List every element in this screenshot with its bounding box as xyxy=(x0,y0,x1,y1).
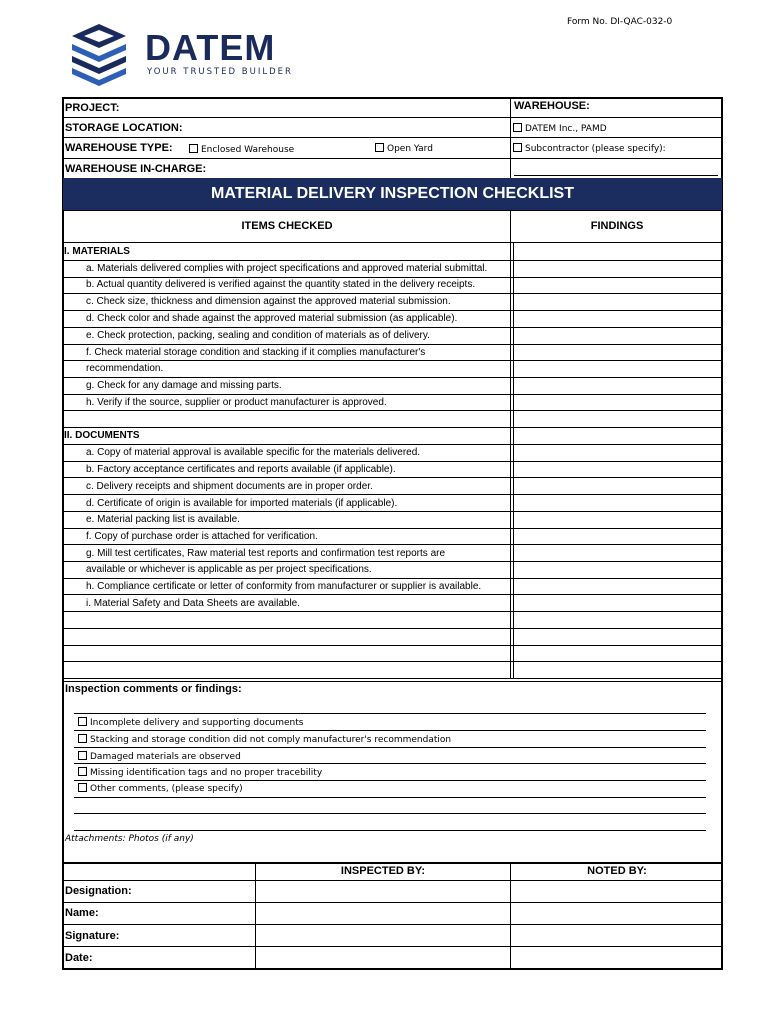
checkbox-icon[interactable] xyxy=(78,751,87,760)
warehouse-option-datem[interactable]: DATEM Inc., PAMD xyxy=(513,123,607,134)
grid-row-line xyxy=(62,645,723,646)
checkbox-icon[interactable] xyxy=(375,143,384,152)
items-checked-header: ITEMS CHECKED xyxy=(241,220,333,232)
warehouse-in-charge-label: WAREHOUSE IN-CHARGE: xyxy=(65,163,207,175)
list-item: available or whichever is applicable as per project specifications. xyxy=(86,564,372,575)
grid-row-line xyxy=(62,661,723,662)
list-item: e. Material packing list is available. xyxy=(86,514,240,525)
inspected-by-header: INSPECTED BY: xyxy=(340,865,426,877)
list-item: h. Verify if the source, supplier or product manufacturer is approved. xyxy=(86,397,387,408)
comment-option-stacking[interactable]: Stacking and storage condition did not comply manufacturer's recommendation xyxy=(78,734,451,745)
list-item: a. Materials delivered complies with project specifications and approved material submittal. xyxy=(86,263,488,274)
checkbox-icon[interactable] xyxy=(78,734,87,743)
list-item: a. Copy of material approval is available specific for the materials delivered. xyxy=(86,447,421,458)
checkbox-icon[interactable] xyxy=(513,123,522,132)
findings-header: FINDINGS xyxy=(590,220,644,232)
list-item: b. Factory acceptance certificates and reports available (if applicable). xyxy=(86,464,396,475)
comment-option-other[interactable]: Other comments, (please specify) xyxy=(78,783,243,794)
type-option-enclosed[interactable]: Enclosed Warehouse xyxy=(189,144,294,155)
checkbox-icon[interactable] xyxy=(513,143,522,152)
brand-name: DATEM xyxy=(145,27,276,68)
materials-heading: I. MATERIALS xyxy=(64,246,130,257)
brand-tagline: YOUR TRUSTED BUILDER xyxy=(147,67,293,77)
type-option-open-yard[interactable]: Open Yard xyxy=(375,143,433,154)
list-item: d. Certificate of origin is available for imported materials (if applicable). xyxy=(86,498,398,509)
list-item: recommendation. xyxy=(86,363,164,374)
list-item: e. Check protection, packing, sealing and condition of materials as of delivery. xyxy=(86,330,430,341)
storage-location-label: STORAGE LOCATION: xyxy=(65,122,183,134)
comment-option-damaged[interactable]: Damaged materials are observed xyxy=(78,751,241,762)
grid-row-line xyxy=(62,628,723,629)
designation-label: Designation: xyxy=(65,885,132,897)
checkbox-icon[interactable] xyxy=(189,144,198,153)
list-item: g. Check for any damage and missing parts. xyxy=(86,380,282,391)
name-label: Name: xyxy=(65,907,99,919)
list-item: h. Compliance certificate or letter of conformity from manufacturer or supplier is available. xyxy=(86,581,482,592)
comment-option-incomplete[interactable]: Incomplete delivery and supporting documents xyxy=(78,717,303,728)
checkbox-icon[interactable] xyxy=(78,717,87,726)
checklist-title: MATERIAL DELIVERY INSPECTION CHECKLIST xyxy=(63,178,722,210)
attachments-note: Attachments: Photos (if any) xyxy=(65,834,194,844)
datem-logo-icon xyxy=(66,22,132,86)
list-item: g. Mill test certificates, Raw material test reports and confirmation test reports are xyxy=(86,548,446,559)
checkbox-icon[interactable] xyxy=(78,783,87,792)
list-item: c. Delivery receipts and shipment documents are in proper order. xyxy=(86,481,373,492)
list-item: d. Check color and shade against the approved material submission (as applicable). xyxy=(86,313,458,324)
form-number: Form No. DI-QAC-032-0 xyxy=(567,17,673,27)
documents-heading: II. DOCUMENTS xyxy=(64,430,140,441)
noted-by-header: NOTED BY: xyxy=(587,865,647,877)
date-label: Date: xyxy=(65,952,93,964)
list-item: f. Copy of purchase order is attached for verification. xyxy=(86,531,318,542)
list-item: f. Check material storage condition and stacking if it complies manufacturer's xyxy=(86,347,426,358)
checkbox-icon[interactable] xyxy=(78,767,87,776)
list-item: i. Material Safety and Data Sheets are available. xyxy=(86,598,301,609)
warehouse-option-subcontractor[interactable]: Subcontractor (please specify): xyxy=(513,143,666,154)
comment-option-missing-tags[interactable]: Missing identification tags and no proper tracebility xyxy=(78,767,322,778)
comments-heading: Inspection comments or findings: xyxy=(65,683,242,695)
signature-label: Signature: xyxy=(65,930,120,942)
project-label: PROJECT: xyxy=(65,102,120,114)
warehouse-type-label: WAREHOUSE TYPE: xyxy=(65,142,173,154)
list-item: c. Check size, thickness and dimension against the approved material submission. xyxy=(86,296,451,307)
warehouse-label: WAREHOUSE: xyxy=(514,100,590,112)
list-item: b. Actual quantity delivered is verified against the quantity stated in the delivery receipts. xyxy=(86,279,476,290)
